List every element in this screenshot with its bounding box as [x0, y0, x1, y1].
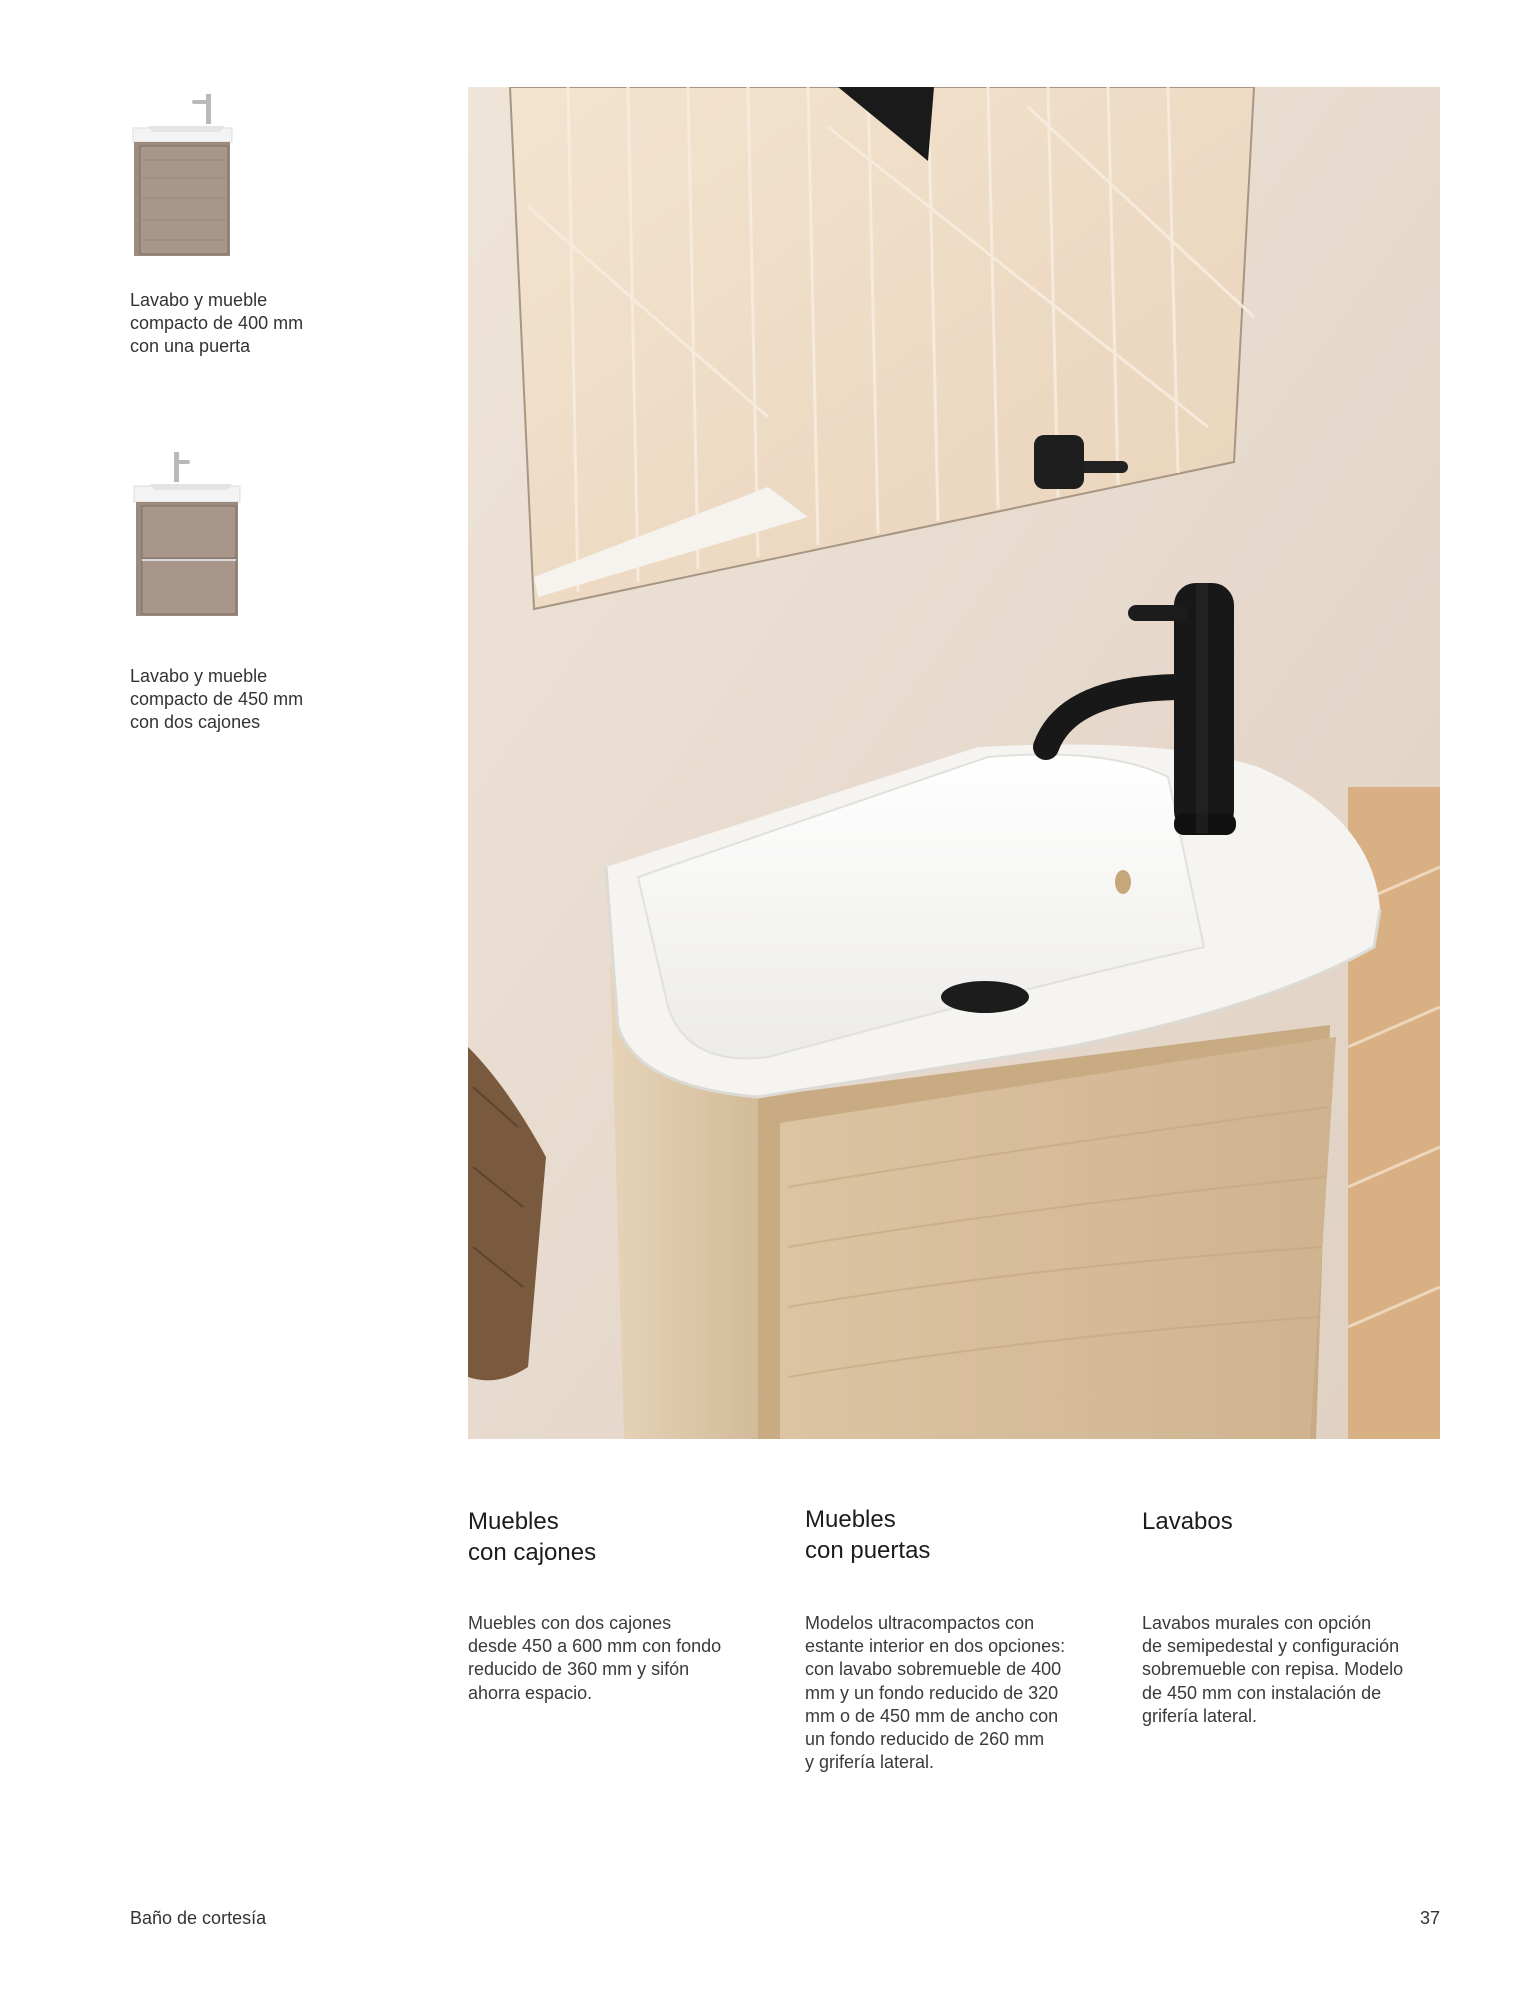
- product-thumbnail-two-drawers: [128, 448, 248, 628]
- product-thumbnail-one-door: [128, 90, 238, 270]
- bathroom-photo: [468, 87, 1440, 1439]
- feature-title-basins: Lavabos: [1142, 1508, 1233, 1535]
- feature-title-drawers: Muebles con cajones: [468, 1508, 597, 1566]
- feature-body-basins: Lavabos murales con opción de semipedestal y configuración sobremueble con repisa. Modelo de 450 mm con instalación de grifería lateral.: [1142, 1613, 1404, 1726]
- feature-body-doors: Modelos ultracompactos con estante interior en dos opciones: con lavabo sobremueble de 400 mm y un fondo reducido de 320 mm o de 450 mm de ancho con un fondo reducido de 260 mm y grifería lateral.: [805, 1613, 1066, 1773]
- feature-body-drawers: Muebles con dos cajones desde 450 a 600 mm con fondo reducido de 360 mm y sifón ahorra espacio.: [468, 1613, 722, 1703]
- footer-section-title: Baño de cortesía: [130, 1908, 267, 1928]
- page-number: 37: [1419, 1908, 1440, 1928]
- feature-title-doors: Muebles con puertas: [805, 1506, 931, 1564]
- product-caption-one-door: Lavabo y mueble compacto de 400 mm con una puerta: [130, 290, 304, 356]
- product-caption-two-drawers: Lavabo y mueble compacto de 450 mm con dos cajones: [130, 666, 304, 732]
